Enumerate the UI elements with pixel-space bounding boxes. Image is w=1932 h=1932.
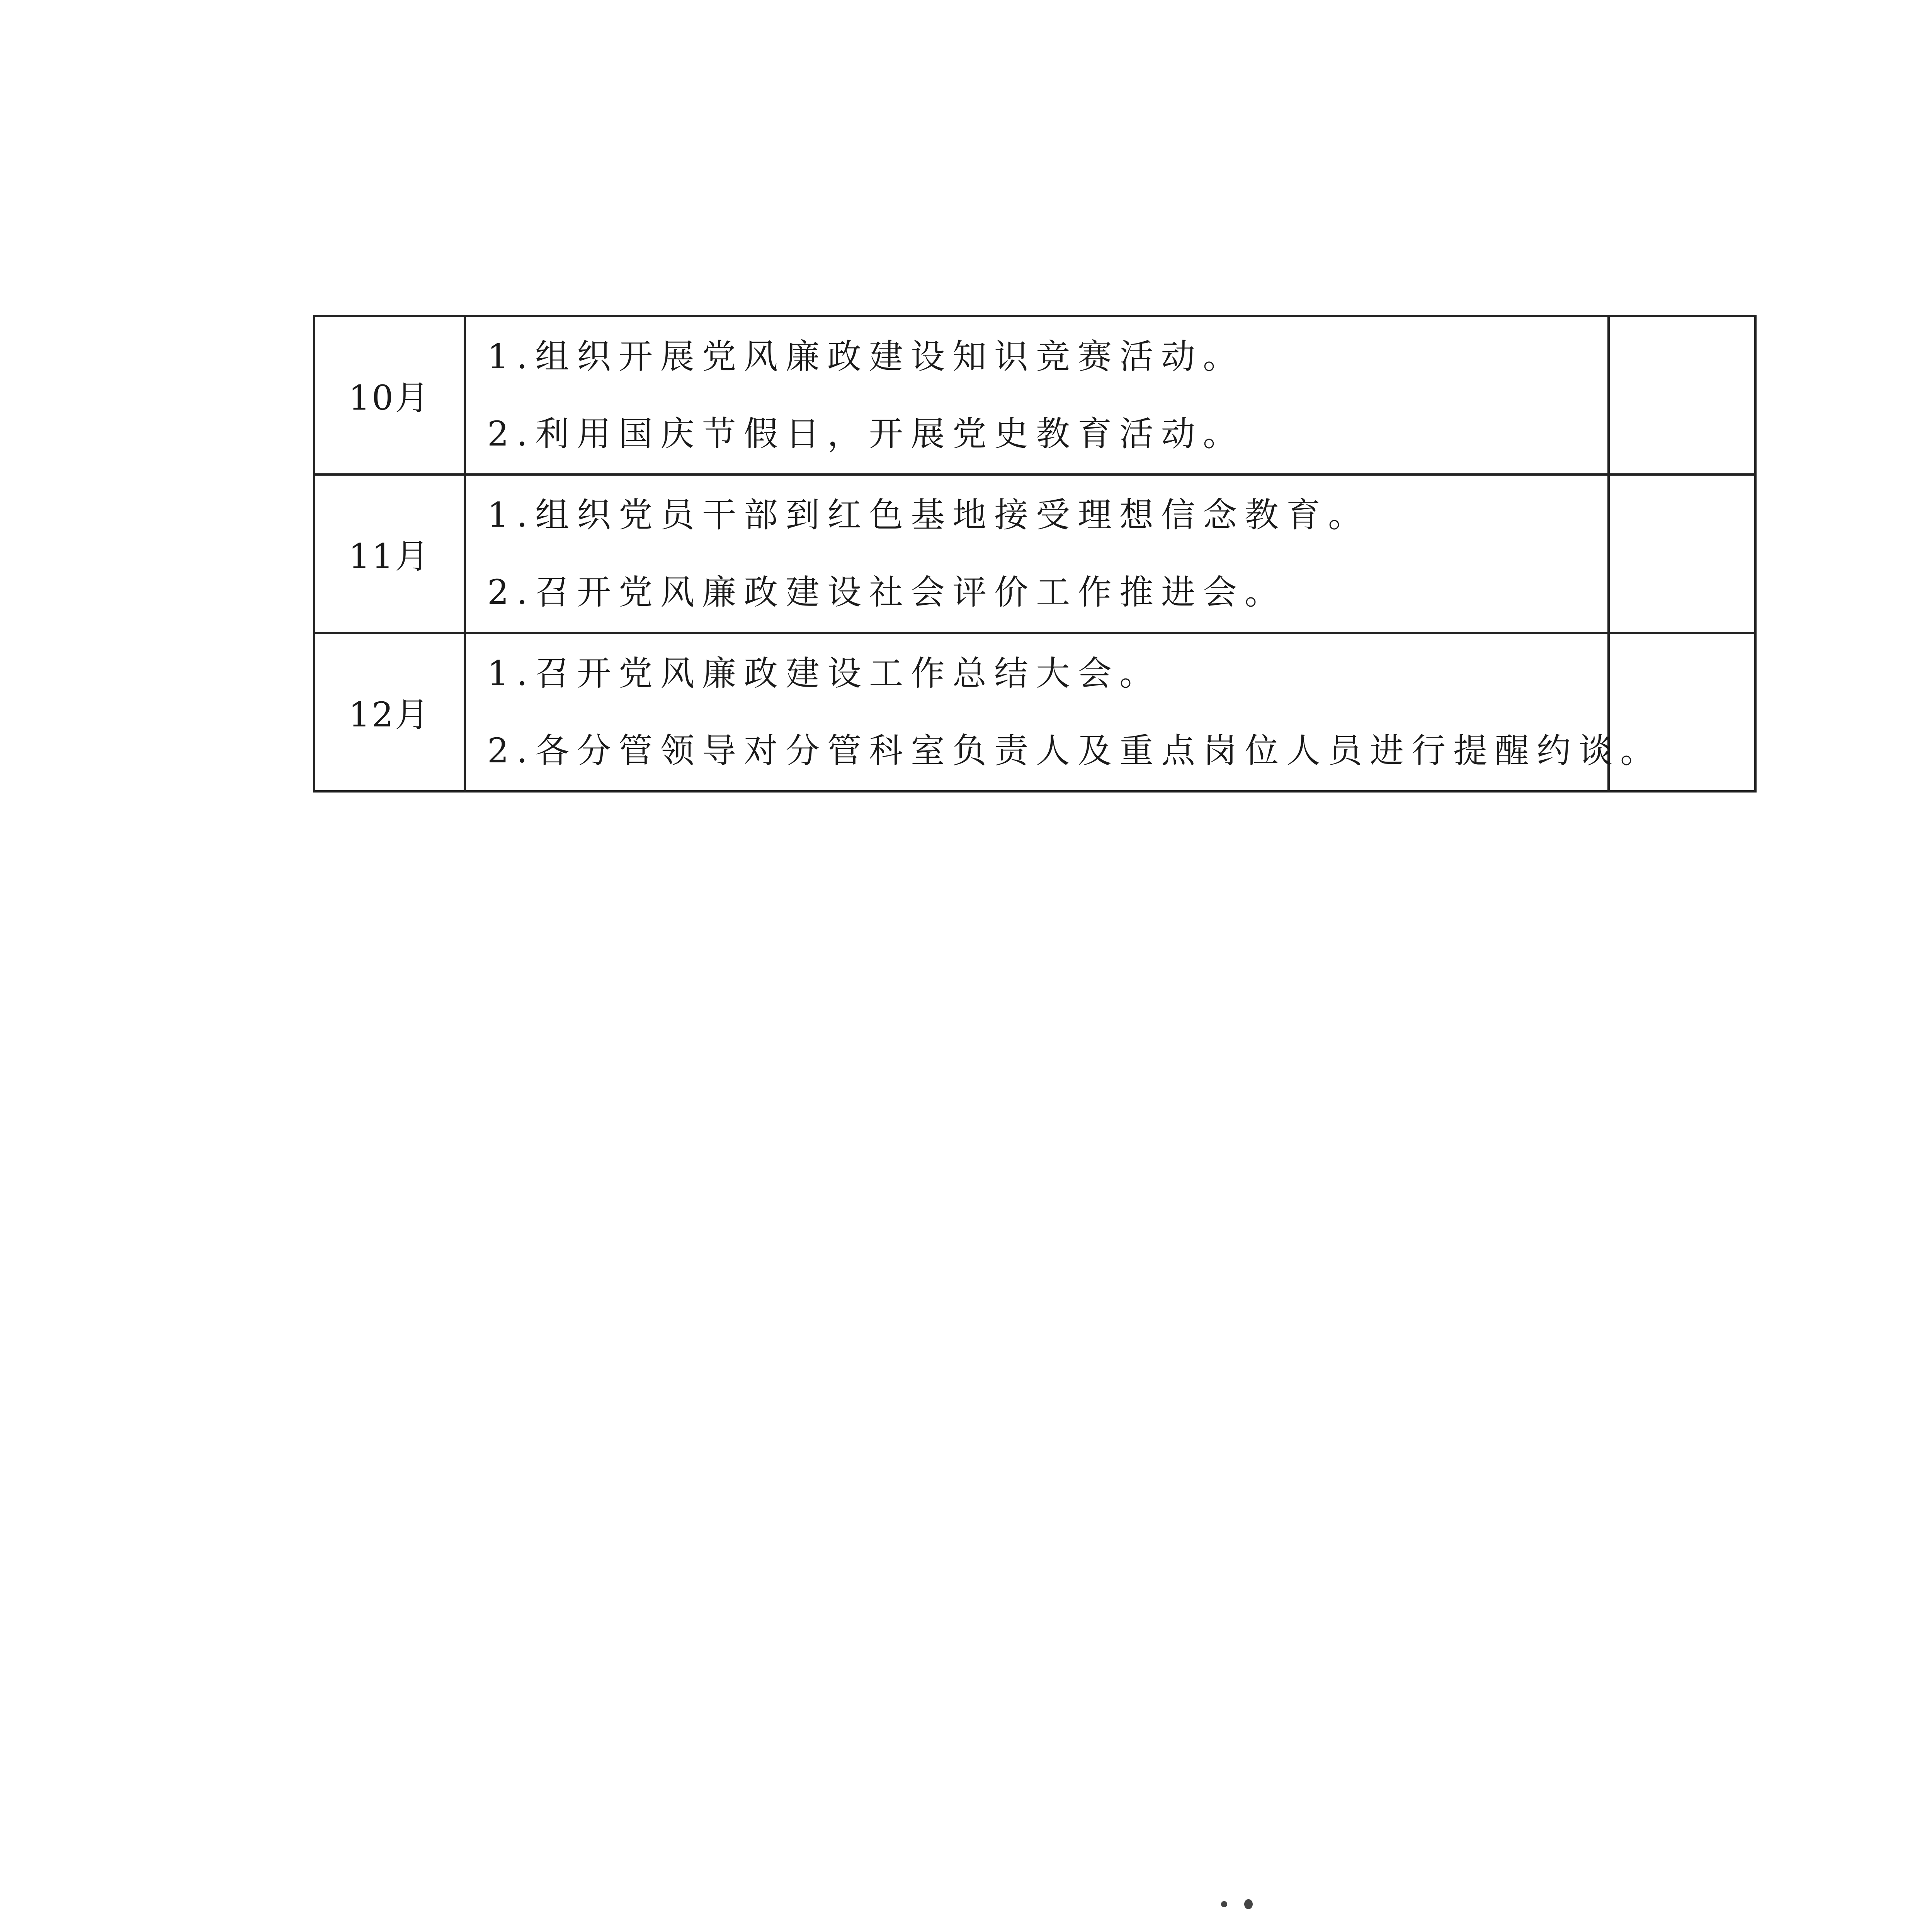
table-row [314,474,1755,633]
task-item: 2.利用国庆节假日，开展党史教育活动。 [487,414,1245,454]
work-schedule-table [313,315,1757,793]
month-cell: 11月 [314,474,465,633]
remark-cell [1609,474,1755,633]
scan-speck [1244,1899,1253,1909]
month-cell: 10月 [314,316,465,474]
remark-cell [1609,316,1755,474]
tasks-cell [465,316,1609,474]
tasks-cell [465,474,1609,633]
task-item: 1.召开党风廉政建设工作总结大会。 [487,653,1161,693]
table-row [314,316,1755,474]
scan-speck [1221,1901,1227,1907]
task-item: 1.组织开展党风廉政建设知识竞赛活动。 [487,337,1245,376]
tasks-cell [465,633,1662,791]
task-item: 1.组织党员干部到红色基地接受理想信念教育。 [487,495,1370,535]
table-row [314,633,1755,791]
task-item: 2.各分管领导对分管科室负责人及重点岗位人员进行提醒约谈。 [487,731,1662,770]
task-item: 2.召开党风廉政建设社会评价工作推进会。 [487,572,1286,612]
month-cell: 12月 [314,633,465,791]
